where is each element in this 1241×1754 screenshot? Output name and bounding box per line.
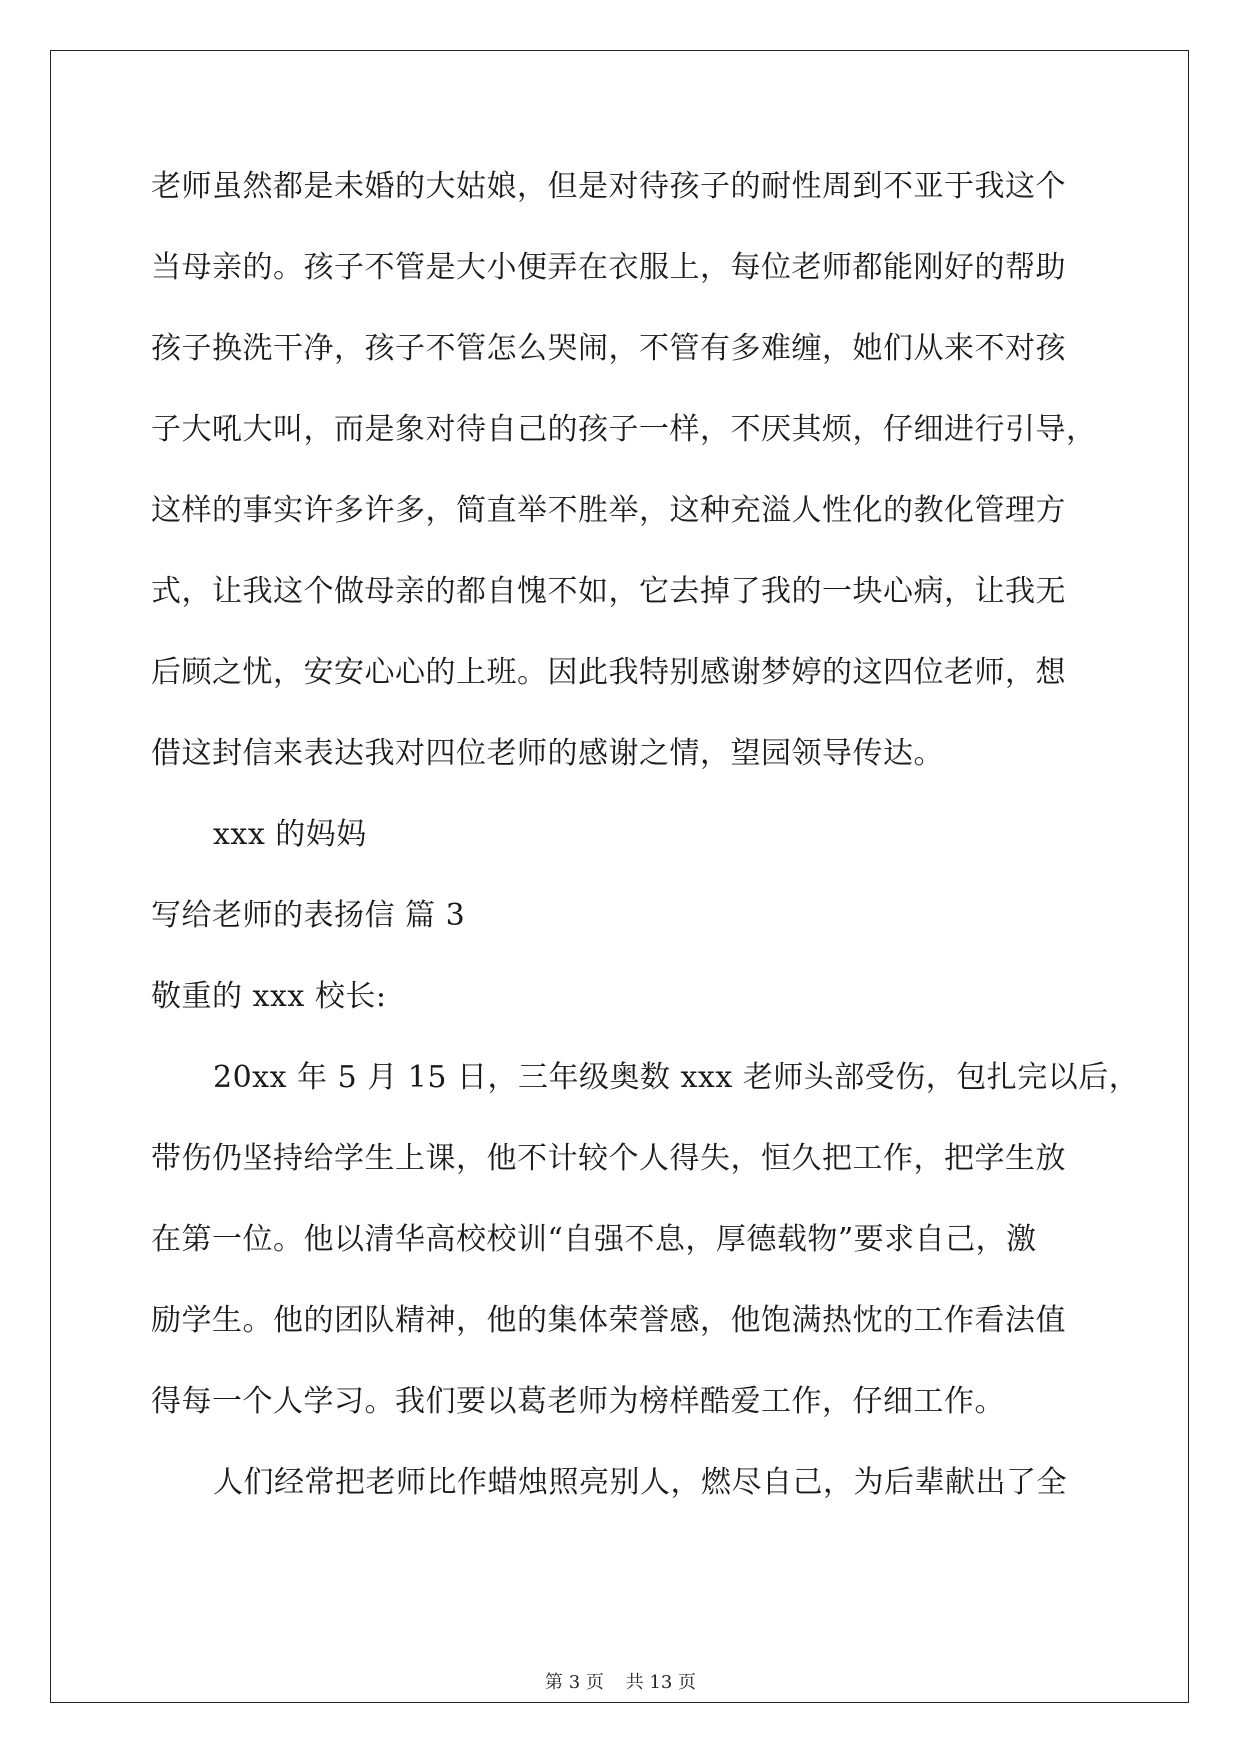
text-line-1: 老师虽然都是未婚的大姑娘，但是对待孩子的耐性周到不亚于我这个 [151, 169, 1066, 204]
text-line-7: 后顾之忧，安安心心的上班。因此我特别感谢梦婷的这四位老师，想 [151, 655, 1066, 690]
text-line-12: 20xx 年 5 月 15 日，三年级奥数 xxx 老师头部受伤，包扎完以后， [213, 1060, 1140, 1095]
text-line-8: 借这封信来表达我对四位老师的感谢之情，望园领导传达。 [151, 736, 944, 771]
text-line-16: 得每一个人学习。我们要以葛老师为榜样酷爱工作，仔细工作。 [151, 1384, 1005, 1419]
page-footer [0, 1668, 1241, 1694]
text-line-2: 当母亲的。孩子不管是大小便弄在衣服上，每位老师都能刚好的帮助 [151, 250, 1066, 285]
section-heading: 写给老师的表扬信 篇 3 [151, 898, 466, 933]
text-line-15: 励学生。他的团队精神，他的集体荣誉感，他饱满热忱的工作看法值 [151, 1303, 1066, 1338]
text-line-17: 人们经常把老师比作蜡烛照亮别人，燃尽自己，为后辈献出了全 [213, 1465, 1067, 1500]
signature-line: xxx 的妈妈 [213, 817, 367, 852]
text-line-6: 式，让我这个做母亲的都自愧不如，它去掉了我的一块心病，让我无 [151, 574, 1066, 609]
document-body [151, 160, 1140, 1537]
page-number: 第 3 页 [545, 1672, 604, 1693]
text-line-14: 在第一位。他以清华高校校训“自强不息，厚德载物”要求自己，激 [151, 1222, 1037, 1257]
text-line-3: 孩子换洗干净，孩子不管怎么哭闹，不管有多难缠，她们从来不对孩 [151, 331, 1066, 366]
text-line-13: 带伤仍坚持给学生上课，他不计较个人得失，恒久把工作，把学生放 [151, 1141, 1066, 1176]
text-line-5: 这样的事实许多许多，简直举不胜举，这种充溢人性化的教化管理方 [151, 493, 1066, 528]
salutation-line: 敬重的 xxx 校长: [151, 979, 387, 1014]
text-line-4: 子大吼大叫，而是象对待自己的孩子一样，不厌其烦，仔细进行引导， [151, 412, 1097, 447]
page-total: 共 13 页 [625, 1672, 696, 1693]
